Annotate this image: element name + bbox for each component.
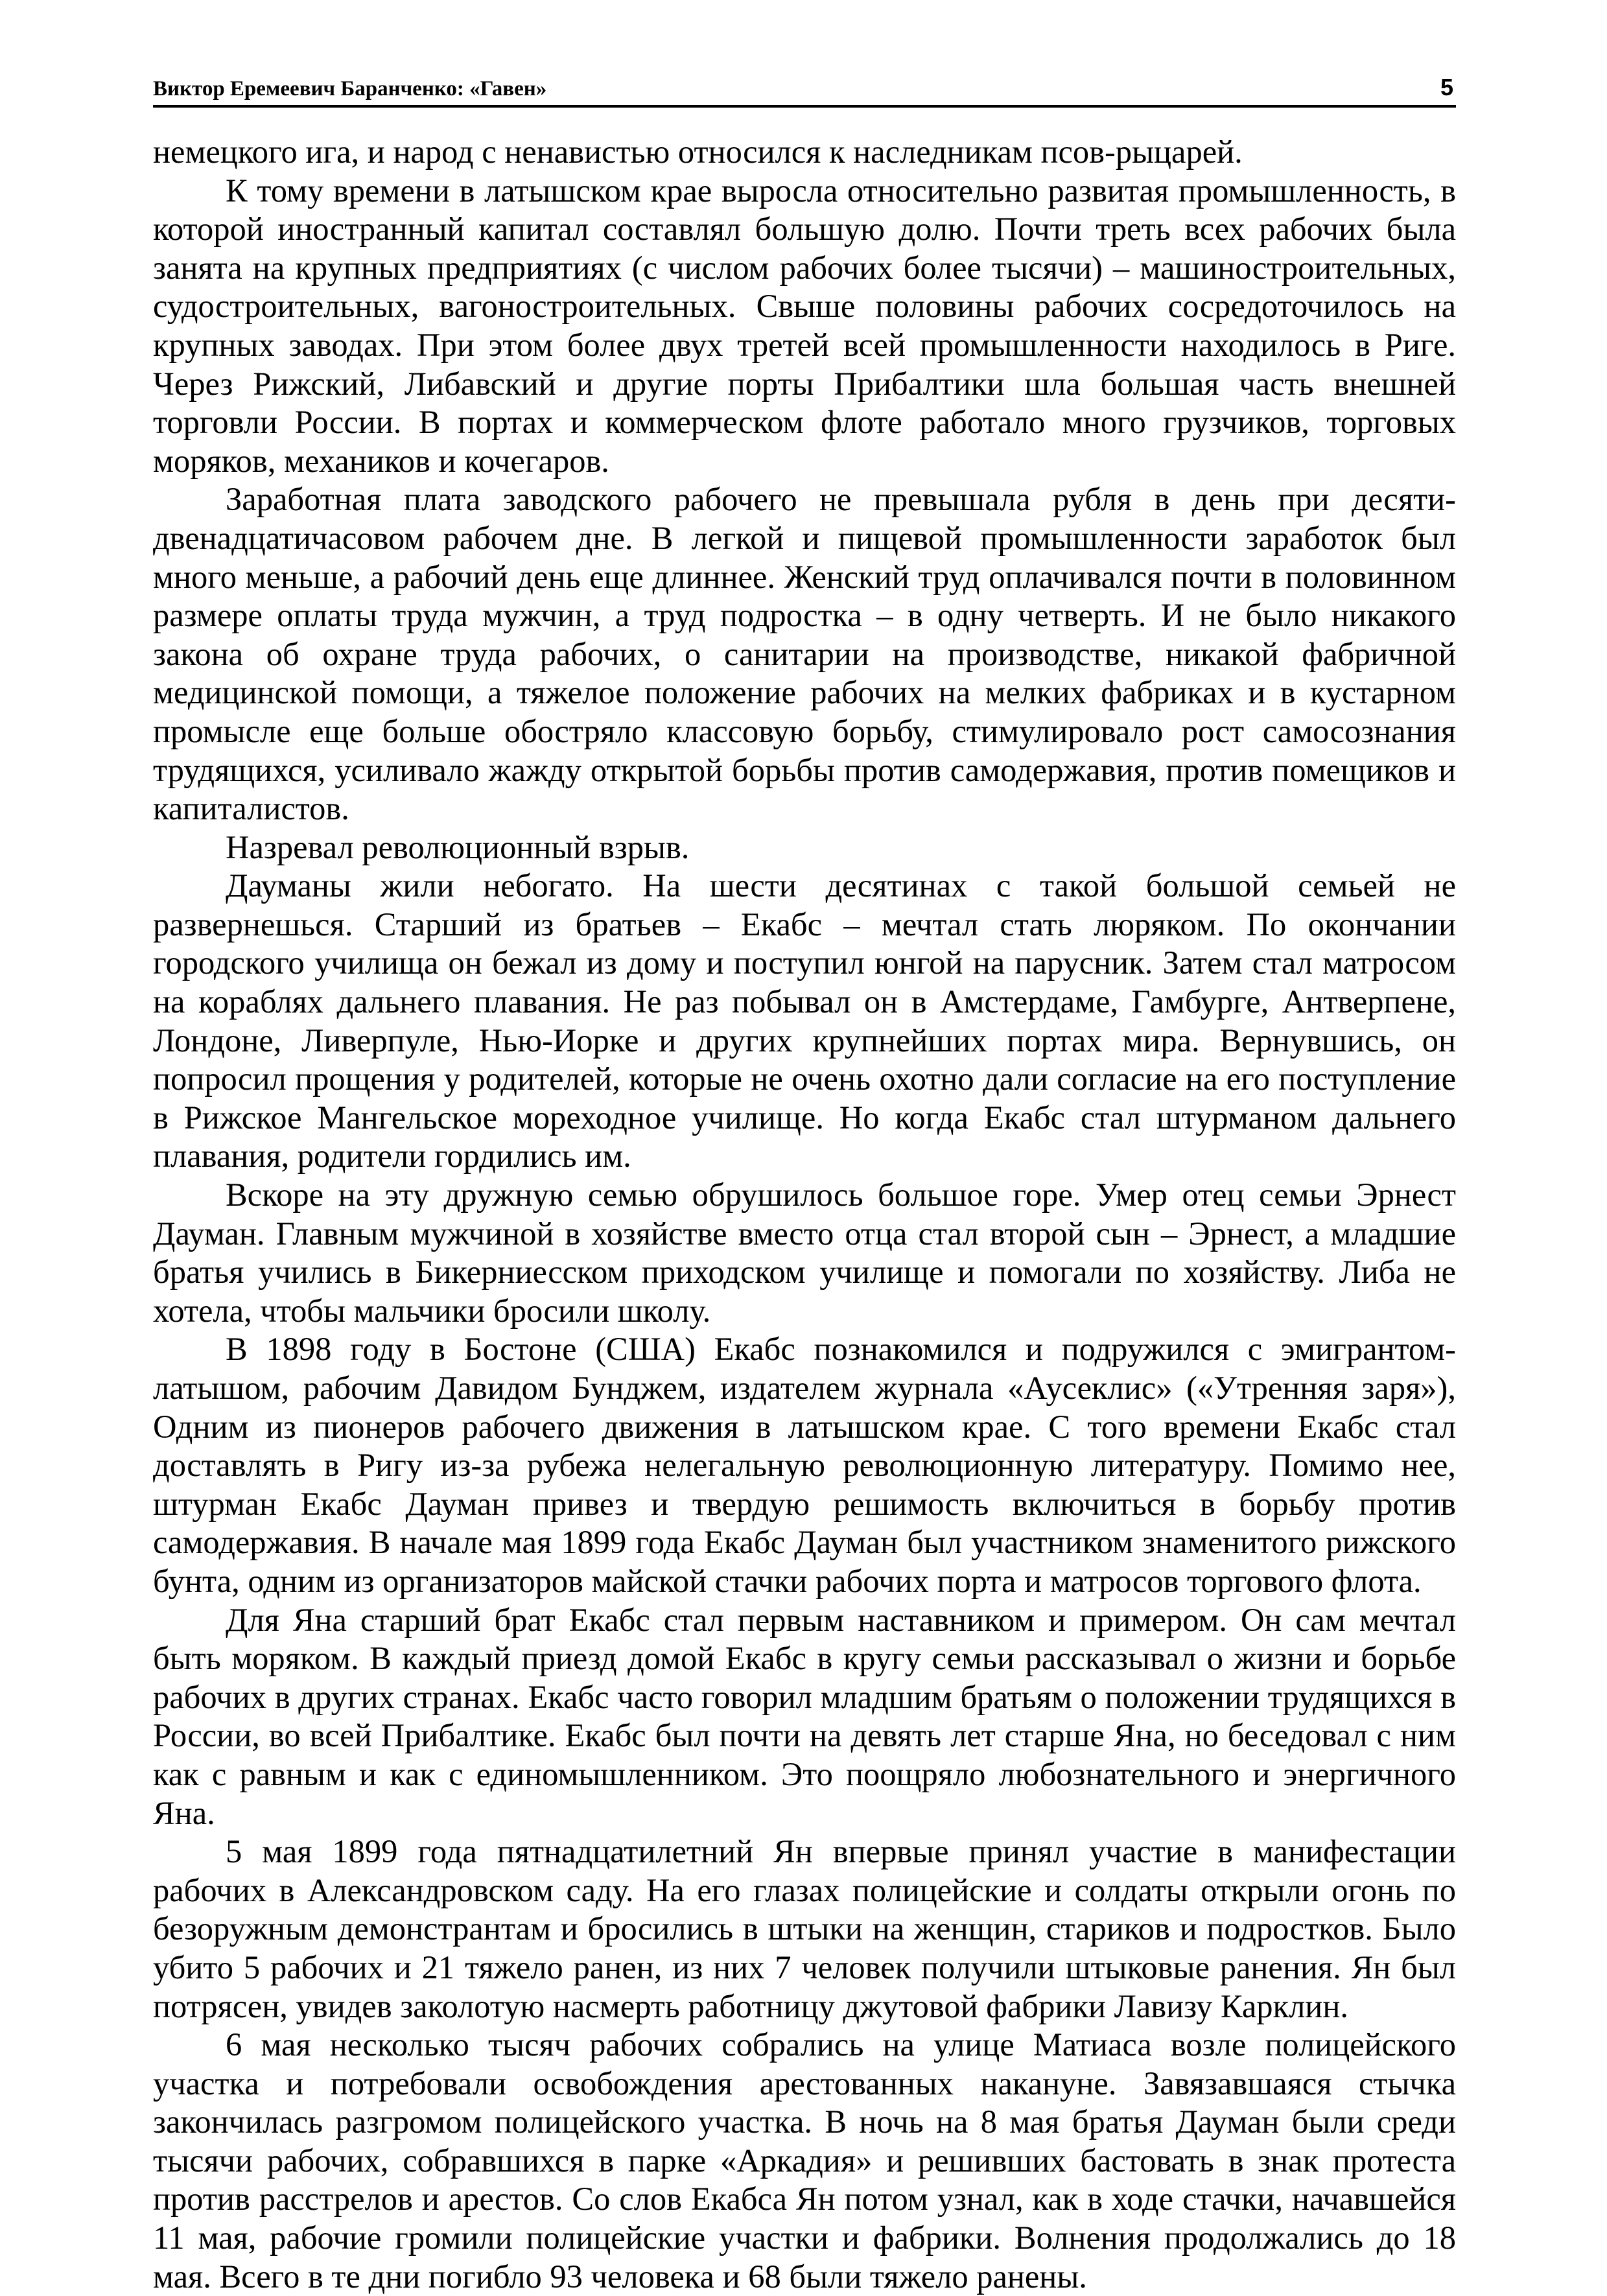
running-header (153, 71, 1456, 108)
paragraph-3: Заработная плата заводского рабочего не превышала рубля в день при десяти-двенадцатичасовом рабочем дне. В легкой и пищевой промышленности заработок был много меньше, а рабочий день еще длиннее. Женский труд оплачивался почти в половинном размере оплаты труда мужчин, а труд подростка – в одну четверть. И не было никакого закона об охране труда рабочих, о санитарии на производстве, никакой фабричной медицинской помощи, а тяжелое положение рабочих на мелких фабриках и в кустарном промысле еще больше обостряло классовую борьбу, стимулировало рост самосознания трудящихся, усиливало жажду открытой борьбы против самодержавия, против помещиков и капиталистов. (153, 481, 1456, 827)
paragraph-10: 6 мая несколько тысяч рабочих собрались на улице Матиаса возле полицейского участка и потребовали освобождения арестованных накануне. Завязавшаяся стычка закончилась разгромом полицейского участка. В ночь на 8 мая братья Дауман были среди тысячи рабочих, собравшихся в парке «Аркадия» и решивших бастовать в знак протеста против расстрелов и арестов. Со слов Екабса Ян потом узнал, как в ходе стачки, начавшейся 11 мая, рабочие громили полицейские участки и фабрики. Волнения продолжались до 18 мая. Всего в те дни погибло 93 человека и 68 были тяжело ранены. (153, 2026, 1456, 2295)
paragraph-6: Вскоре на эту дружную семью обрушилось большое горе. Умер отец семьи Эрнест Дауман. Главным мужчиной в хозяйстве вместо отца стал второй сын – Эрнест, а младшие братья учились в Бикерниесском приходском училище и помогали по хозяйству. Либа не хотела, чтобы мальчики бросили школу. (153, 1177, 1456, 1329)
paragraph-7: В 1898 году в Бостоне (США) Екабс познакомился и подружился с эмигрантом-латышом, рабочим Давидом Бунджем, издателем журнала «Аусеклис» («Утренняя заря»), Одним из пионеров рабочего движения в латышском крае. С того времени Екабс стал доставлять в Ригу из-за рубежа нелегальную революционную литературу. Помимо нее, штурман Екабс Дауман привез и твердую решимость включиться в борьбу против самодержавия. В начале мая 1899 года Екабс Дауман был участником знаменитого рижского бунта, одним из организаторов майской стачки рабочих порта и матросов торгового флота. (153, 1331, 1456, 1599)
header-title: Виктор Еремеевич Баранченко: «Гавен» (153, 77, 547, 100)
paragraph-8: Для Яна старший брат Екабс стал первым наставником и примером. Он сам мечтал быть моряком. В каждый приезд домой Екабс в кругу семьи рассказывал о жизни и борьбе рабочих в других странах. Екабс часто говорил младшим братьям о положении трудящихся в России, во всей Прибалтике. Екабс был почти на девять лет старше Яна, но беседовал с ним как с равным и как с единомышленником. Это поощряло любознательного и энергичного Яна. (153, 1601, 1456, 1831)
paragraph-1: немецкого ига, и народ с ненавистью относился к наследникам псов-рыцарей. (153, 134, 1243, 170)
page-number: 5 (1440, 74, 1453, 100)
paragraph-4: Назревал революционный взрыв. (226, 828, 690, 865)
paragraph-5: Дауманы жили небогато. На шести десятинах с такой большой семьей не развернешься. Старший из братьев – Екабс – мечтал стать люряком. По окончании городского училища он бежал из дому и поступил юнгой на парусник. Затем стал матросом на кораблях дальнего плавания. Не раз побывал он в Амстердаме, Гамбурге, Антверпене, Лондоне, Ливерпуле, Нью-Иорке и других крупнейших портах мира. Вернувшись, он попросил прощения у родителей, которые не очень охотно дали согласие на его поступление в Рижское Мангельское мореходное училище. Но когда Екабс стал штурманом дальнего плавания, родители гордились им. (153, 867, 1456, 1175)
paragraph-9: 5 мая 1899 года пятнадцатилетний Ян впервые принял участие в манифестации рабочих в Александровском саду. На его глазах полицейские и солдаты открыли огонь по безоружным демонстрантам и бросились в штыки на женщин, стариков и подростков. Было убито 5 рабочих и 21 тяжело ранен, из них 7 человек получили штыковые ранения. Ян был потрясен, увидев заколотую насмерть работницу джутовой фабрики Лавизу Карклин. (153, 1833, 1456, 2024)
paragraph-2: К тому времени в латышском крае выросла относительно развитая промышленность, в которой иностранный капитал составлял большую долю. Почти треть всех рабочих была занята на крупных предприятиях (с числом рабочих более тысячи) – машиностроительных, судостроительных, вагоностроительных. Свыше половины рабочих сосредоточилось на крупных заводах. При этом более двух третей всей промышленности находилось в Риге. Через Рижский, Либавский и другие порты Прибалтики шла большая часть внешней торговли России. В портах и коммерческом флоте работало много грузчиков, торговых моряков, механиков и кочегаров. (153, 172, 1456, 479)
body-text (153, 133, 1456, 2296)
